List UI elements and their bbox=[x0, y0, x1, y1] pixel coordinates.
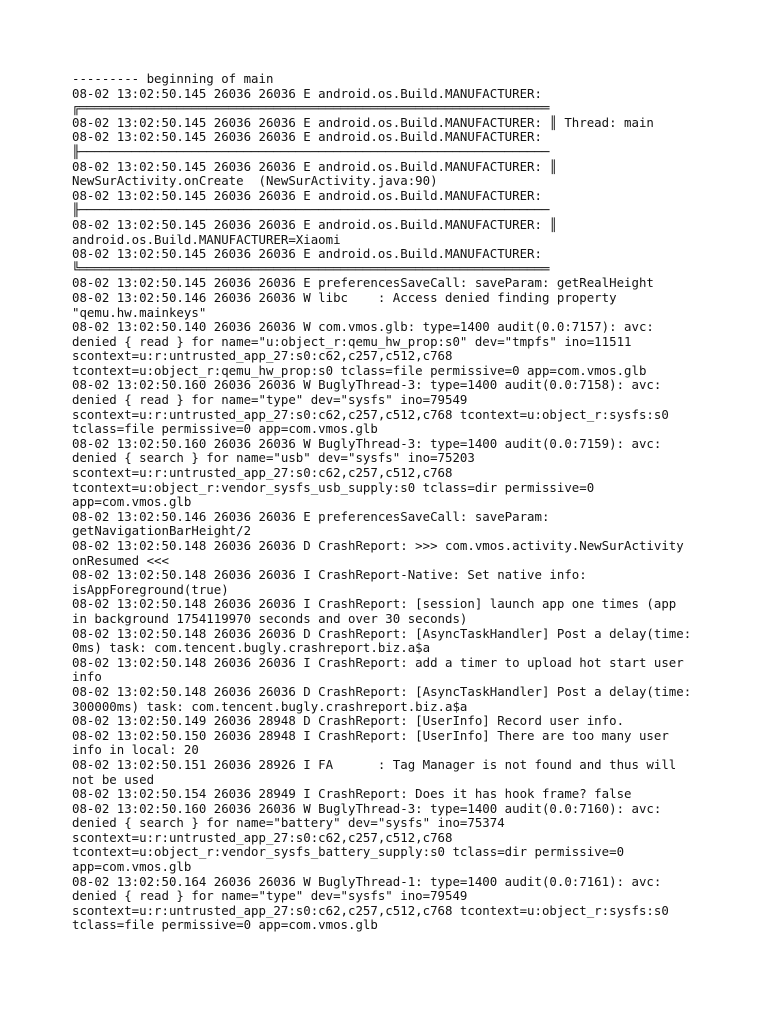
log-line: 08-02 13:02:50.160 26036 26036 W BuglyThread-3: type=1400 audit(0.0:7160): avc: bbox=[72, 800, 662, 816]
log-line: NewSurActivity.onCreate (NewSurActivity.java:90) bbox=[72, 173, 438, 189]
log-line: denied { search } for name="usb" dev="sysfs" ino=75203 bbox=[72, 450, 475, 466]
log-line: onResumed <<< bbox=[72, 552, 169, 568]
log-line: 08-02 13:02:50.148 26036 26036 I CrashReport: [session] launch app one times (app bbox=[72, 596, 677, 612]
log-line: tcontext=u:object_r:qemu_hw_prop:s0 tclass=file permissive=0 app=com.vmos.glb bbox=[72, 362, 647, 378]
log-line: 08-02 13:02:50.145 26036 26036 E android.os.Build.MANUFACTURER: bbox=[72, 187, 542, 203]
log-line: --------- beginning of main bbox=[72, 71, 274, 86]
log-line: 08-02 13:02:50.151 26036 28926 I FA : Tag Manager is not found and thus will bbox=[72, 756, 677, 772]
log-line: android.os.Build.MANUFACTURER=Xiaomi bbox=[72, 231, 341, 247]
log-line: 08-02 13:02:50.164 26036 26036 W BuglyThread-1: type=1400 audit(0.0:7161): avc: bbox=[72, 873, 662, 889]
log-line: 08-02 13:02:50.146 26036 26036 W libc : Access denied finding property bbox=[72, 289, 617, 305]
log-line: 08-02 13:02:50.160 26036 26036 W BuglyThread-3: type=1400 audit(0.0:7158): avc: bbox=[72, 377, 662, 393]
log-line: 08-02 13:02:50.145 26036 26036 E android.os.Build.MANUFACTURER: ║ Thread: main bbox=[72, 114, 654, 130]
log-line: 08-02 13:02:50.148 26036 26036 D CrashReport: [AsyncTaskHandler] Post a delay(time: bbox=[72, 625, 692, 641]
log-line: scontext=u:r:untrusted_app_27:s0:c62,c257,c512,c768 bbox=[72, 465, 453, 481]
log-line: denied { search } for name="battery" dev="sysfs" ino=75374 bbox=[72, 815, 505, 831]
log-line: info bbox=[72, 669, 102, 685]
log-line: 08-02 13:02:50.150 26036 28948 I CrashReport: [UserInfo] There are too many user bbox=[72, 727, 669, 743]
log-line: "qemu.hw.mainkeys" bbox=[72, 304, 207, 320]
log-line: tclass=file permissive=0 app=com.vmos.glb bbox=[72, 917, 378, 933]
log-line: 08-02 13:02:50.148 26036 26036 I CrashReport-Native: Set native info: bbox=[72, 567, 587, 583]
log-line: 08-02 13:02:50.154 26036 28949 I CrashReport: Does it has hook frame? false bbox=[72, 786, 632, 802]
log-line: ╔═══════════════════════════════════════════════════════════════ bbox=[72, 100, 550, 116]
log-line: 08-02 13:02:50.145 26036 26036 E preferencesSaveCall: saveParam: getRealHeight bbox=[72, 275, 654, 291]
log-line: in background 1754119970 seconds and over 30 seconds) bbox=[72, 610, 468, 626]
log-line: 08-02 13:02:50.145 26036 26036 E android.os.Build.MANUFACTURER: bbox=[72, 129, 542, 145]
log-line: tclass=file permissive=0 app=com.vmos.glb bbox=[72, 421, 378, 437]
log-line: 08-02 13:02:50.145 26036 26036 E android.os.Build.MANUFACTURER: bbox=[72, 246, 542, 262]
log-line: tcontext=u:object_r:vendor_sysfs_battery_supply:s0 tclass=dir permissive=0 bbox=[72, 844, 625, 860]
log-line: 08-02 13:02:50.145 26036 26036 E android.os.Build.MANUFACTURER: ║ bbox=[72, 158, 557, 174]
log-line: scontext=u:r:untrusted_app_27:s0:c62,c257,c512,c768 bbox=[72, 348, 453, 364]
log-line: 08-02 13:02:50.146 26036 26036 E preferencesSaveCall: saveParam: bbox=[72, 508, 550, 524]
log-line: isAppForeground(true) bbox=[72, 581, 229, 597]
log-line: 08-02 13:02:50.145 26036 26036 E android.os.Build.MANUFACTURER: bbox=[72, 85, 542, 101]
log-line: info in local: 20 bbox=[72, 742, 199, 758]
log-line: 08-02 13:02:50.149 26036 28948 D CrashReport: [UserInfo] Record user info. bbox=[72, 713, 625, 729]
log-line: tcontext=u:object_r:vendor_sysfs_usb_supply:s0 tclass=dir permissive=0 bbox=[72, 479, 595, 495]
log-line: ╚═══════════════════════════════════════════════════════════════ bbox=[72, 260, 550, 276]
log-document bbox=[72, 72, 712, 933]
log-line: 08-02 13:02:50.160 26036 26036 W BuglyThread-3: type=1400 audit(0.0:7159): avc: bbox=[72, 435, 662, 451]
log-line: 300000ms) task: com.tencent.bugly.crashreport.biz.a$a bbox=[72, 698, 468, 714]
log-line: scontext=u:r:untrusted_app_27:s0:c62,c257,c512,c768 tcontext=u:object_r:sysfs:s0 bbox=[72, 406, 669, 422]
log-line: 08-02 13:02:50.145 26036 26036 E android.os.Build.MANUFACTURER: ║ bbox=[72, 216, 557, 232]
log-line: denied { read } for name="type" dev="sysfs" ino=79549 bbox=[72, 392, 468, 408]
log-line: 08-02 13:02:50.148 26036 26036 I CrashReport: add a timer to upload hot start user bbox=[72, 654, 684, 670]
log-line: scontext=u:r:untrusted_app_27:s0:c62,c257,c512,c768 tcontext=u:object_r:sysfs:s0 bbox=[72, 902, 669, 918]
log-line: app=com.vmos.glb bbox=[72, 859, 192, 875]
log-line: 08-02 13:02:50.148 26036 26036 D CrashReport: >>> com.vmos.activity.NewSurActivity bbox=[72, 538, 684, 553]
log-line: denied { read } for name="u:object_r:qemu_hw_prop:s0" dev="tmpfs" ino=11511 bbox=[72, 333, 632, 349]
log-line: getNavigationBarHeight/2 bbox=[72, 523, 252, 539]
log-line: ╟─────────────────────────────────────────────────────────────── bbox=[72, 202, 550, 218]
log-line: 0ms) task: com.tencent.bugly.crashreport.biz.a$a bbox=[72, 640, 431, 656]
log-line: scontext=u:r:untrusted_app_27:s0:c62,c257,c512,c768 bbox=[72, 829, 453, 845]
log-line: denied { read } for name="type" dev="sysfs" ino=79549 bbox=[72, 888, 468, 904]
log-line: ╟─────────────────────────────────────────────────────────────── bbox=[72, 143, 550, 159]
log-line: 08-02 13:02:50.148 26036 26036 D CrashReport: [AsyncTaskHandler] Post a delay(time: bbox=[72, 683, 692, 699]
log-line: app=com.vmos.glb bbox=[72, 494, 192, 510]
log-line: not be used bbox=[72, 771, 155, 787]
log-line: 08-02 13:02:50.140 26036 26036 W com.vmos.glb: type=1400 audit(0.0:7157): avc: bbox=[72, 319, 654, 335]
